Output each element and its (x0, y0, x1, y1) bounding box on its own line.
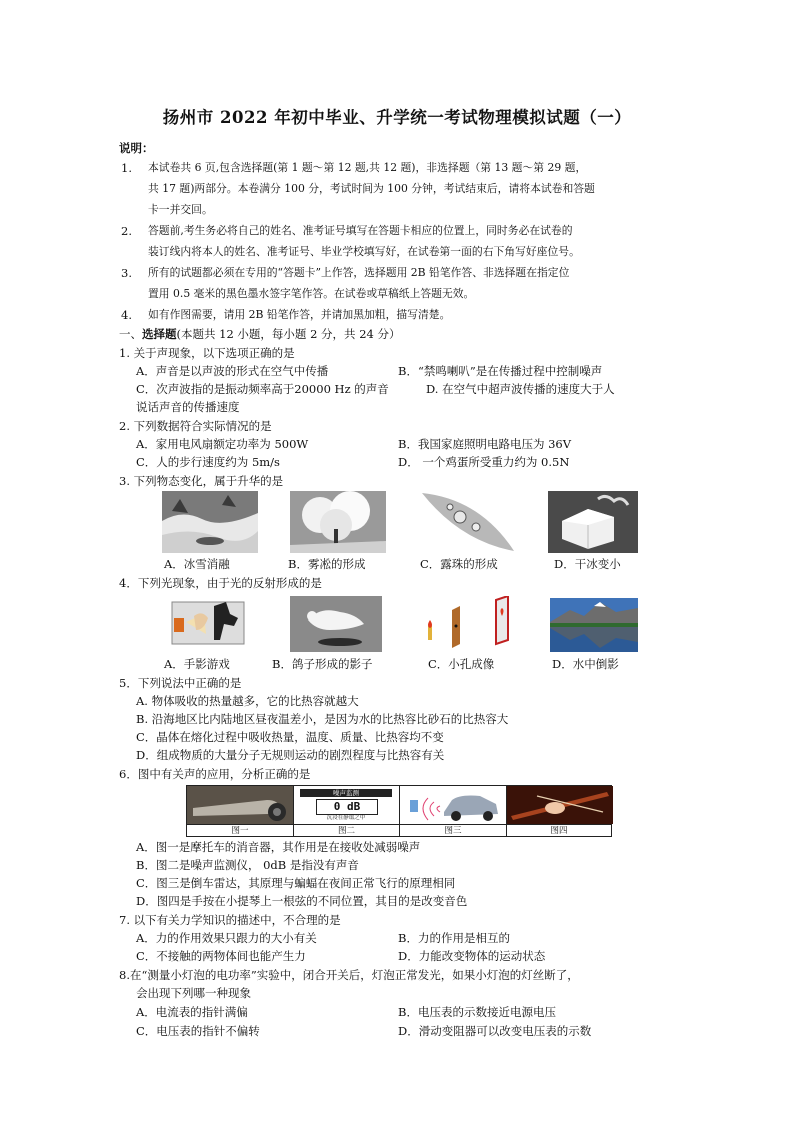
question-8-option-a: A．电流表的指针满偏 (136, 1005, 248, 1019)
question-5-option-c: C．晶体在熔化过程中吸收热量，温度、质量、比热容均不变 (136, 730, 444, 744)
note-line: 答题前,考生务必将自己的姓名、准考证号填写在答题卡相应的位置上，同时务必在试卷的 (148, 224, 573, 237)
question-2-option-c: C．人的步行速度约为 5m/s (136, 455, 280, 469)
violin-image (507, 786, 613, 824)
question-1-option-d-cont: 说话声音的传播速度 (136, 400, 240, 414)
note-line: 共 17 题)两部分。本卷满分 100 分，考试时间为 100 分钟，考试结束后，请将本试卷和答题 (148, 182, 595, 195)
note-line: 卡一并交回。 (148, 203, 213, 216)
question-1-option-b: B．“禁鸣喇叭”是在传播过程中控制噪声 (398, 364, 603, 378)
question-6-option-a: A．图一是摩托车的消音器，其作用是在接收处减弱噪声 (136, 840, 421, 854)
pigeon-shadow-image (290, 596, 382, 652)
question-6-option-c: C．图三是倒车雷达，其原理与蝙蝠在夜间正常飞行的原理相同 (136, 876, 456, 890)
hand-shadow-image (168, 596, 248, 650)
notes-heading: 说明： (119, 141, 154, 155)
reversing-radar-image (400, 786, 507, 824)
question-8-option-c: C．电压表的指针不偏转 (136, 1024, 260, 1038)
note-number: 4. (121, 308, 132, 322)
question-5-option-d: D．组成物质的大量分子无规则运动的剧烈程度与比热容有关 (136, 748, 445, 762)
question-4-option-a: A．手影游戏 (164, 657, 230, 671)
question-2-stem: 2. 下列数据符合实际情况的是 (119, 419, 272, 433)
note-line: 装订线内将本人的姓名、准考证号、毕业学校填写好，在试卷第一面的右下角写好座位号。 (148, 245, 580, 258)
note-line: 置用 0.5 毫米的黑色墨水签字笔作答。在试卷或草稿纸上答题无效。 (148, 287, 475, 300)
noise-monitor-value: 0 dB (316, 799, 378, 815)
question-8-option-d: D．滑动变阻器可以改变电压表的示数 (398, 1024, 592, 1038)
section-heading: 一、选择题(本题共 12 小题，每小题 2 分，共 24 分） (119, 327, 401, 341)
question-1-stem: 1. 关于声现象，以下选项正确的是 (119, 346, 295, 360)
question-3-option-c: C．露珠的形成 (420, 557, 498, 571)
note-line: 如有作图需要，请用 2B 铅笔作答，并请加黑加粗，描写清楚。 (148, 308, 451, 321)
figure-1-label: 图一 (187, 824, 294, 837)
question-2-option-b: B．我国家庭照明电路电压为 36V (398, 437, 572, 451)
noise-monitor-title: 噪声监测 (300, 789, 392, 797)
noise-monitor-image (294, 786, 400, 824)
motorcycle-muffler-image (187, 786, 294, 824)
question-3-stem: 3. 下列物态变化，属于升华的是 (119, 474, 284, 488)
question-2-option-a: A．家用电风扇额定功率为 500W (136, 437, 309, 451)
dry-ice-image (548, 491, 638, 553)
figure-3-label: 图三 (400, 824, 507, 837)
question-4-option-c: C．小孔成像 (428, 657, 495, 671)
water-reflection-image (550, 598, 638, 652)
question-7-option-c: C．不接触的两物体间也能产生力 (136, 949, 306, 963)
question-6-option-d: D．图四是手按在小提琴上一根弦的不同位置，其目的是改变音色 (136, 894, 468, 908)
question-2-option-d: D． 一个鸡蛋所受重力约为 0.5N (398, 455, 570, 469)
page-title: 扬州市 2022 年初中毕业、升学统一考试物理模拟试题（一） (162, 108, 632, 127)
figure-2-label: 图二 (294, 824, 400, 837)
question-7-option-b: B．力的作用是相互的 (398, 931, 510, 945)
note-number: 1. (121, 161, 132, 175)
figure-4-label: 图四 (507, 824, 611, 837)
rime-tree-image (290, 491, 386, 553)
question-7-option-a: A．力的作用效果只跟力的大小有关 (136, 931, 317, 945)
snow-melting-image (162, 491, 258, 553)
note-line: 本试卷共 6 页,包含选择题(第 1 题～第 12 题,共 12 题)，非选择题（第 13 题～第 29 题， (148, 161, 587, 174)
question-7-stem: 7. 以下有关力学知识的描述中，不合理的是 (119, 913, 341, 927)
question-1-option-c: C．次声波指的是振动频率高于20000 Hz 的声音 (136, 382, 389, 396)
question-6-option-b: B．图二是噪声监测仪， 0dB 是指没有声音 (136, 858, 359, 872)
question-3-option-d: D．干冰变小 (554, 557, 621, 571)
question-5-option-b: B. 沿海地区比内陆地区昼夜温差小，是因为水的比热容比砂石的比热容大 (136, 712, 509, 726)
note-line: 所有的试题都必须在专用的“答题卡”上作答，选择题用 2B 铅笔作答、非选择题在指定位 (148, 266, 570, 279)
question-3-option-b: B．雾凇的形成 (288, 557, 366, 571)
question-7-option-d: D．力能改变物体的运动状态 (398, 949, 546, 963)
note-number: 2. (121, 224, 132, 238)
dew-drops-image (420, 491, 516, 553)
question-5-option-a: A. 物体吸收的热量越多，它的比热容就越大 (136, 694, 359, 708)
question-8-stem: 8.在“测量小灯泡的电功率”实验中，闭合开关后，灯泡正常发光，如果小灯泡的灯丝断了， (119, 968, 579, 982)
note-number: 3. (121, 266, 132, 280)
question-4-stem: 4．下列光现象，由于光的反射形成的是 (119, 576, 322, 590)
question-6-figure-strip (186, 785, 612, 837)
question-8-option-b: B．电压表的示数接近电源电压 (398, 1005, 556, 1019)
question-1-option-a: A．声音是以声波的形式在空气中传播 (136, 364, 329, 378)
pinhole-image (418, 596, 518, 652)
question-5-stem: 5．下列说法中正确的是 (119, 676, 242, 690)
question-4-option-b: B．鸽子形成的影子 (272, 657, 373, 671)
question-8-stem-cont: 会出现下列哪一种现象 (136, 986, 251, 1000)
question-6-stem: 6．图中有关声的应用，分析正确的是 (119, 767, 311, 781)
question-3-option-a: A．冰雪消融 (164, 557, 230, 571)
noise-monitor-caption: 沉浸在静谧之中 (326, 815, 366, 821)
question-1-option-d: D. 在空气中超声波传播的速度大于人 (426, 382, 615, 396)
question-4-option-d: D．水中倒影 (552, 657, 619, 671)
